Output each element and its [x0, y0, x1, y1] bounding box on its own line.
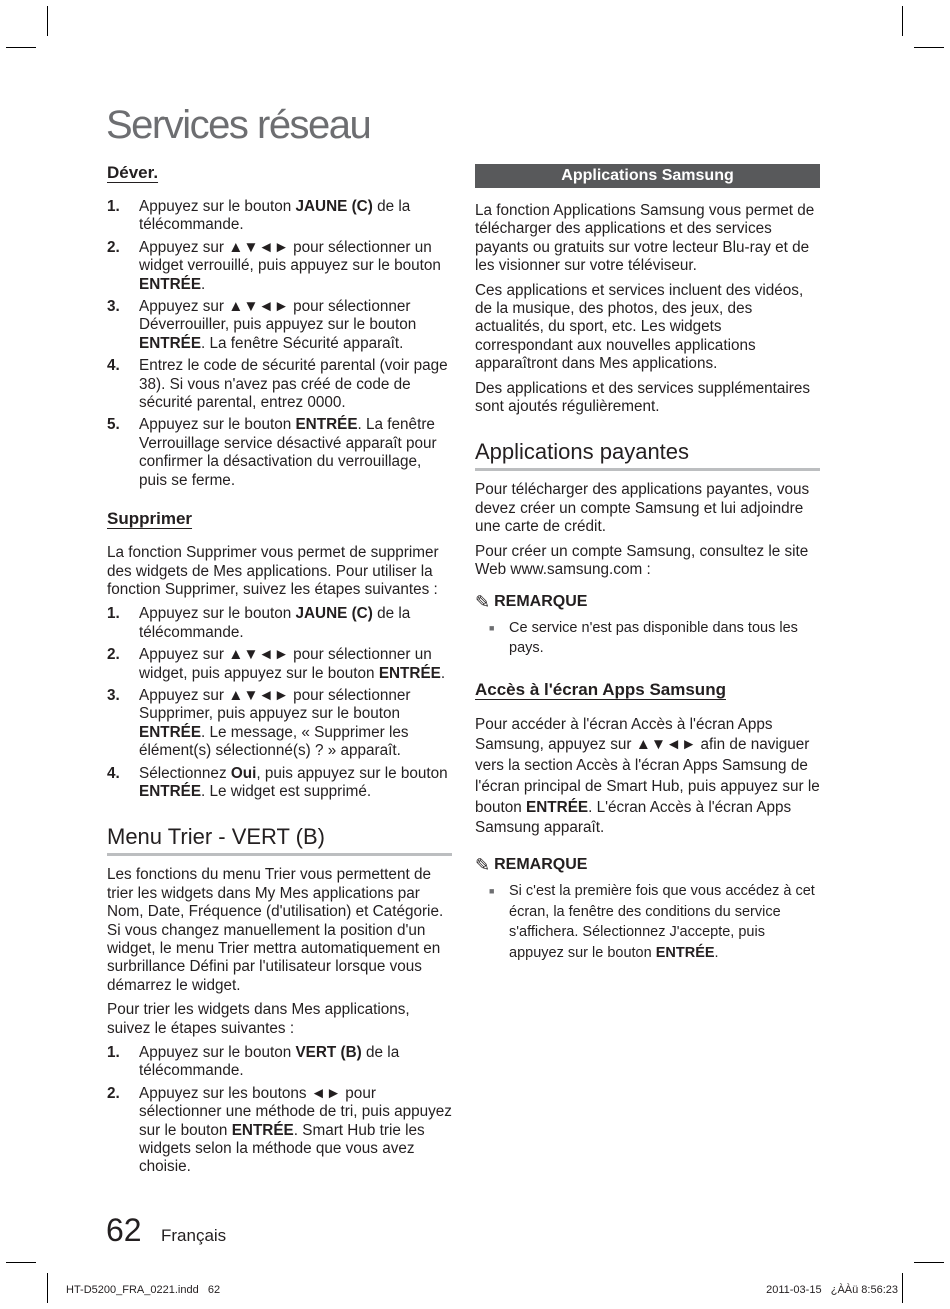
apps-paragraph-2: Ces applications et services incluent des vidéos, de la musique, des photos, des jeux, des actualités, du sport, etc. Les widgets correspondant aux nouvelles applications apparaîtront dans Mes applications. [475, 281, 804, 373]
payantes-paragraph-2: Pour créer un compte Samsung, consultez le site Web www.samsung.com : [475, 542, 809, 579]
dever-steps [107, 198, 452, 490]
acces-heading: Accès à l'écran Apps Samsung [475, 679, 726, 699]
list-item: 2. Appuyez sur les boutons ◄► pour sélectionner une méthode de tri, puis appuyez sur le bouton ENTRÉE. Smart Hub trie les widgets selon la méthode que vous avez choisie. [107, 1084, 452, 1176]
list-item: 5. Appuyez sur le bouton ENTRÉE. La fenêtre Verrouillage service désactivé apparaît pour confirmer la désactivation du verrouillage, puis se ferme. [107, 416, 437, 489]
crop-mark [6, 47, 36, 48]
crop-mark [47, 6, 48, 36]
pencil-icon: ✎ [475, 591, 491, 612]
file-slug: HT-D5200_FRA_0221.indd 62 [66, 1284, 221, 1296]
list-item: 4. Sélectionnez Oui, puis appuyez sur le bouton ENTRÉE. Le widget est supprimé. [107, 764, 448, 800]
apps-paragraph-1: La fonction Applications Samsung vous permet de télécharger des applications et des services payants ou gratuits sur votre lecteur Blu-ray et de les visionner sur votre téléviseur. [475, 202, 815, 275]
list-item: 2. Appuyez sur ▲▼◄► pour sélectionner un widget, puis appuyez sur le bouton ENTRÉE. [107, 646, 446, 682]
date-slug: 2011-03-15 ¿ÀÀü 8:56:23 [766, 1284, 898, 1296]
trier-paragraph-1: Les fonctions du menu Trier vous permettent de trier les widgets dans My Mes applications par Nom, Date, Fréquence (d'utilisation) et Catégorie. Si vous changez manuellement la position d'un widget, le menu Trier mettra automatiquement en surbrillance Défini par l'utilisateur lorsque vous démarrez le widget. [107, 866, 444, 994]
apps-paragraph-3: Des applications et des services supplémentaires sont ajoutés régulièrement. [475, 379, 811, 416]
crop-mark [47, 1273, 48, 1303]
trier-steps [107, 1044, 452, 1177]
list-item: 3. Appuyez sur ▲▼◄► pour sélectionner Déverrouiller, puis appuyez sur le bouton ENTRÉE. La fenêtre Sécurité apparaît. [107, 298, 417, 352]
square-bullet-icon: ■ [489, 886, 495, 897]
pencil-icon: ✎ [475, 855, 491, 876]
square-bullet-icon: ■ [489, 622, 495, 633]
crop-mark [914, 1262, 944, 1263]
supprimer-intro: La fonction Supprimer vous permet de supprimer des widgets de Mes applications. Pour utiliser la fonction Supprimer, suivez les étapes suivantes : [107, 544, 439, 598]
trier-paragraph-2: Pour trier les widgets dans Mes applications, suivez le étapes suivantes : [107, 1001, 410, 1037]
crop-mark [902, 1273, 903, 1303]
crop-mark [902, 6, 903, 36]
supprimer-heading: Supprimer [107, 509, 193, 529]
right-column [475, 158, 820, 967]
note-item: ■ Ce service n'est pas disponible dans tous les pays. [475, 618, 820, 659]
supprimer-steps [107, 605, 452, 801]
list-item: 3. Appuyez sur ▲▼◄► pour sélectionner Supprimer, puis appuyez sur le bouton ENTRÉE. Le message, « Supprimer les élément(s) sélectionné(s) ? » apparaît. [107, 686, 411, 760]
language-label: Français [161, 1226, 227, 1245]
note-item: ■ Si c'est la première fois que vous accédez à cet écran, la fenêtre des conditions du service s'affichera. Sélectionnez J'accepte, puis appuyez sur le bouton ENTRÉE. [475, 881, 820, 963]
payantes-paragraph-1: Pour télécharger des applications payantes, vous devez créer un compte Samsung et lui adjoindre une carte de crédit. [475, 481, 810, 536]
list-item: 1. Appuyez sur le bouton JAUNE (C) de la télécommande. [107, 198, 411, 234]
list-item: 1. Appuyez sur le bouton VERT (B) de la télécommande. [107, 1044, 400, 1080]
crop-mark [6, 1262, 36, 1263]
page-number: 62 [106, 1212, 142, 1248]
note-heading: ✎ REMARQUE [475, 591, 588, 612]
apps-samsung-heading: Applications Samsung [475, 164, 820, 188]
trier-heading: Menu Trier - VERT (B) [107, 823, 452, 856]
acces-paragraph: Pour accéder à l'écran Accès à l'écran Apps Samsung, appuyez sur ▲▼◄► afin de naviguer vers la section Accès à l'écran Apps Samsung de l'écran principal de Smart Hub, puis appuyez sur le bouton ENTRÉE. L'écran Accès à l'écran Apps Samsung apparaît. [475, 715, 820, 837]
dever-heading: Déver. [107, 163, 159, 182]
list-item: 2. Appuyez sur ▲▼◄► pour sélectionner un widget verrouillé, puis appuyez sur le bouton ENTRÉE. [107, 238, 441, 293]
payantes-heading: Applications payantes [475, 438, 820, 471]
page-title: Services réseau [106, 103, 371, 147]
left-column [107, 158, 452, 1183]
crop-mark [914, 47, 944, 48]
list-item: 1. Appuyez sur le bouton JAUNE (C) de la télécommande. [107, 605, 411, 641]
note-heading: ✎ REMARQUE [475, 855, 588, 876]
list-item: 4. Entrez le code de sécurité parental (voir page 38). Si vous n'avez pas créé de code de sécurité parental, entrez 0000. [107, 357, 448, 412]
